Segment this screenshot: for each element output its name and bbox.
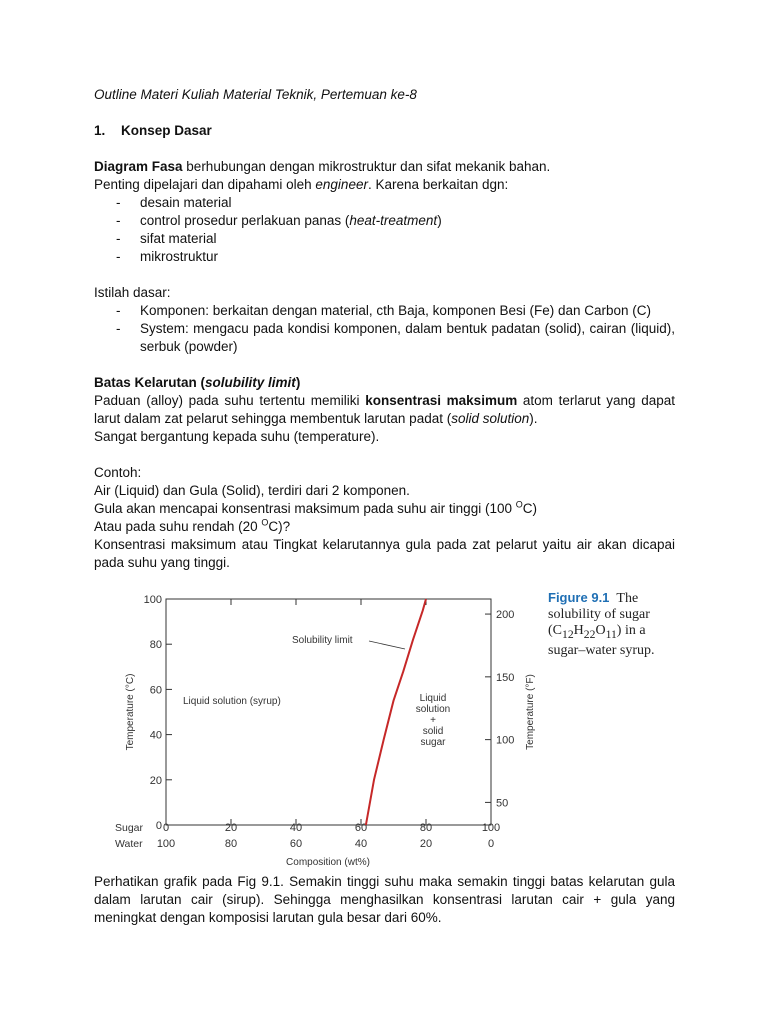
- contoh-heading: Contoh:: [94, 465, 142, 480]
- text: Paduan (alloy) pada suhu tertentu memiliki: [94, 393, 366, 408]
- annotation-solubility: Solubility limit: [292, 635, 353, 646]
- list-istilah: [94, 302, 675, 356]
- caption-line: solubility of sugar: [548, 607, 650, 622]
- row-label-water: Water: [115, 838, 143, 850]
- annotation-mix-5: sugar: [420, 737, 446, 748]
- y-tick-label-c: 20: [149, 774, 162, 787]
- text: C)?: [268, 519, 291, 534]
- text: Penting dipelajari dan dipahami oleh: [94, 177, 316, 192]
- text: Atau pada suhu rendah (20: [94, 519, 262, 534]
- x-tick-label-water: 20: [419, 838, 433, 850]
- x-axis-label: Composition (wt%): [286, 857, 370, 868]
- y-tick-label-c: 60: [149, 684, 162, 697]
- annotation-mix-4: solid: [422, 726, 444, 737]
- x-tick-label-sugar: 0: [162, 822, 170, 834]
- caption-text: The: [616, 591, 639, 606]
- section-heading: [94, 122, 675, 140]
- caption-text: ) in a: [616, 623, 646, 638]
- caption-text: H: [573, 623, 584, 638]
- text: Gula akan mencapai konsentrasi maksimum pada suhu air tinggi (100: [94, 501, 516, 516]
- caption-line: sugar–water syrup.: [548, 642, 655, 658]
- list-item-text: desain material: [140, 195, 232, 210]
- list-item-text: System: mengacu pada kondisi komponen, dalam bentuk padatan (solid), cairan (liquid), serbuk (powder): [140, 321, 675, 354]
- solubility-chart: [108, 590, 536, 875]
- caption-line: [548, 590, 688, 607]
- contoh-line: Konsentrasi maksimum atau Tingkat kelarutannya gula pada zat pelarut yaitu air akan dicapai pada suhu yang tinggi.: [94, 537, 675, 570]
- x-tick-label-sugar: 100: [481, 822, 501, 834]
- paragraph-diagram-fasa: [94, 158, 675, 176]
- list-item: - control prosedur perlakuan panas (heat-treatment): [116, 213, 442, 228]
- x-tick-label-water: 40: [354, 838, 368, 850]
- y-axis-label-c: Temperature (°C): [125, 673, 136, 751]
- y-tick-label-f: 200: [496, 609, 515, 622]
- caption-sub: 11: [605, 627, 617, 641]
- text: . Karena berkaitan dgn:: [367, 177, 509, 192]
- x-tick-label-water: 0: [487, 838, 495, 850]
- y-tick-label-c: 80: [149, 639, 162, 652]
- y-tick-label-c: 40: [149, 729, 162, 742]
- y-tick-label-c: 100: [143, 594, 162, 606]
- paragraph-perhatikan: Perhatikan grafik pada Fig 9.1. Semakin tinggi suhu maka semakin tinggi batas kelarutan gula dalam larutan cair (sirup). Sehingga menghasilkan konsentrasi larutan cair + gula yang meningkat dengan komposisi larutan gula besar dari 60%.: [94, 874, 675, 925]
- text: atom terlarut yang dapat larut dalam zat pelarut sehingga membentuk larutan padat (: [94, 393, 676, 426]
- solubility-leader-line: [369, 641, 405, 649]
- degree-sup: O: [515, 499, 523, 510]
- y-tick-label-f: 100: [496, 734, 515, 747]
- y-ticks-c: [144, 594, 172, 832]
- caption-text: O: [595, 623, 606, 638]
- y-tick-label-f: 150: [496, 671, 515, 684]
- document-body: [94, 86, 675, 572]
- y-axis-label-f: Temperature (°F): [525, 674, 536, 750]
- caption-line: [548, 623, 688, 643]
- y-tick-label-c: 0: [155, 820, 162, 832]
- text: berhubungan dengan mikrostruktur dan sifat mekanik bahan.: [182, 159, 551, 174]
- x-tick-label-water: 100: [156, 838, 176, 850]
- x-tick-label-water: 80: [224, 838, 238, 850]
- batas-heading: [94, 374, 675, 392]
- bottom-paragraph: [94, 873, 675, 927]
- text: C): [522, 501, 537, 516]
- text-italic: heat-treatment: [349, 213, 438, 228]
- section-number: 1.: [94, 123, 106, 138]
- figure-caption: [548, 590, 688, 659]
- caption-sub: 12: [562, 627, 574, 641]
- x-tick-label-sugar: 60: [354, 822, 368, 834]
- paragraph-bergantung: Sangat bergantung kepada suhu (temperature).: [94, 429, 380, 444]
- x-tick-label-sugar: 80: [419, 822, 433, 834]
- text-italic: engineer: [315, 177, 368, 192]
- text-italic: solid solution: [451, 411, 530, 426]
- list-item-text: Komponen: berkaitan dengan material, cth Baja, komponen Besi (Fe) dan Carbon (C): [140, 303, 652, 318]
- paragraph-paduan: [94, 392, 675, 428]
- annotation-mix-1: Liquid: [419, 693, 447, 704]
- text-bold: Batas Kelarutan (: [94, 375, 206, 390]
- istilah-heading: Istilah dasar:: [94, 285, 171, 300]
- y-ticks-f: [485, 609, 514, 809]
- contoh-line: [94, 500, 675, 518]
- text-bold: konsentrasi maksimum: [365, 393, 518, 408]
- list-item: - mikrostruktur: [116, 249, 219, 264]
- list-item-text: mikrostruktur: [140, 249, 219, 264]
- list-item: - desain material: [116, 195, 232, 210]
- text: ).: [529, 411, 538, 426]
- text-bold: ): [295, 375, 301, 390]
- doc-title: Outline Materi Kuliah Material Teknik, Pertemuan ke-8: [94, 87, 417, 102]
- term-diagram-fasa: Diagram Fasa: [94, 159, 183, 174]
- x-tick-label-water: 60: [289, 838, 303, 850]
- x-tick-label-sugar: 20: [224, 822, 238, 834]
- annotation-mix-3: +: [430, 715, 436, 726]
- text: ): [437, 213, 442, 228]
- contoh-line: Air (Liquid) dan Gula (Solid), terdiri dari 2 komponen.: [94, 483, 410, 498]
- paragraph-penting: [94, 176, 675, 194]
- contoh-line: [94, 518, 675, 536]
- list-berkaitan: [94, 194, 675, 266]
- text-bold-italic: solubility limit: [205, 375, 296, 390]
- x-tick-label-sugar: 40: [289, 822, 303, 834]
- annotation-mix-2: solution: [415, 704, 451, 715]
- caption-sub: 22: [583, 627, 596, 641]
- list-item: - Komponen: berkaitan dengan material, cth Baja, komponen Besi (Fe) dan Carbon (C): [116, 303, 652, 318]
- degree-sup: O: [261, 517, 269, 528]
- y-tick-label-f: 50: [496, 797, 509, 810]
- annotation-liquid: Liquid solution (syrup): [183, 696, 281, 707]
- section-title: Konsep Dasar: [121, 123, 212, 138]
- list-item-text: control prosedur perlakuan panas (: [140, 213, 350, 228]
- row-label-sugar: Sugar: [115, 822, 144, 834]
- list-item-text: sifat material: [140, 231, 217, 246]
- list-item: - sifat material: [116, 231, 217, 246]
- list-item: - System: mengacu pada kondisi komponen, dalam bentuk padatan (solid), cairan (liquid), serbuk (powder): [116, 321, 675, 354]
- caption-text: (C: [548, 623, 562, 638]
- caption-figure-label: Figure 9.1: [548, 590, 610, 605]
